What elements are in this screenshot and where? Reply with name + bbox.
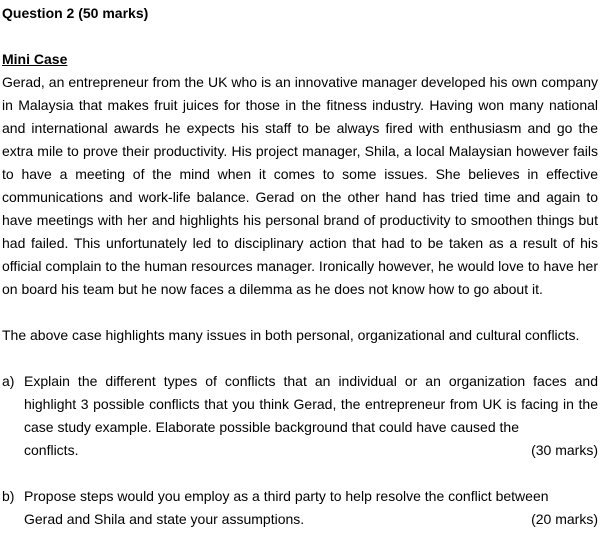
- question-b-last-line: [24, 508, 598, 531]
- question-a-last-line: [24, 439, 598, 462]
- question-b-last-text: Gerad and Shila and state your assumptions.: [24, 511, 305, 527]
- question-b-marks: (20 marks): [531, 511, 598, 527]
- question-a: [2, 370, 598, 462]
- blank-line: [2, 301, 600, 324]
- blank-line: [2, 25, 600, 48]
- question-a-label: a): [2, 373, 15, 389]
- blank-line: [2, 462, 600, 485]
- mini-case-paragraph: Gerad, an entrepreneur from the UK who is an innovative manager developed his own company in Malaysia that makes fruit juices for those in the fitness industry. Having won many national and international awards he expects his staff to be always fired with enthusiasm and go the extra mile to prove their productivity. His project manager, Shila, a local Malaysian however fails to have a meeting of the mind when it comes to some issues. She believes in effective communications and work-life balance. Gerad on the other hand has tried time and again to have meetings with her and highlights his personal brand of productivity to smoothen things but had failed. This unfortunately led to disciplinary action that had to be taken as a result of his official complain to the human resources manager. Ironically however, he would love to have her on board his team but he now faces a dilemma as he does not know how to go about it.: [2, 74, 598, 297]
- blank-line: [2, 347, 600, 370]
- question-a-marks: (30 marks): [531, 442, 598, 458]
- case-summary: The above case highlights many issues in both personal, organizational and cultural conflicts.: [2, 327, 580, 343]
- question-b: [2, 485, 598, 531]
- question-b-label: b): [2, 488, 15, 504]
- question-a-last-text: conflicts.: [24, 442, 79, 458]
- question-b-body: [24, 485, 598, 531]
- question-b-text: Propose steps would you employ as a third party to help resolve the conflict between: [24, 488, 549, 504]
- question-a-text: Explain the different types of conflicts that an individual or an organization faces and highlight 3 possible conflicts that you think Gerad, the entrepreneur from UK is facing in the case study example. Elaborate possible background that could have caused the: [24, 373, 598, 435]
- question-title: Question 2 (50 marks): [2, 5, 149, 21]
- question-a-body: [24, 370, 598, 462]
- mini-case-heading: Mini Case: [2, 51, 68, 67]
